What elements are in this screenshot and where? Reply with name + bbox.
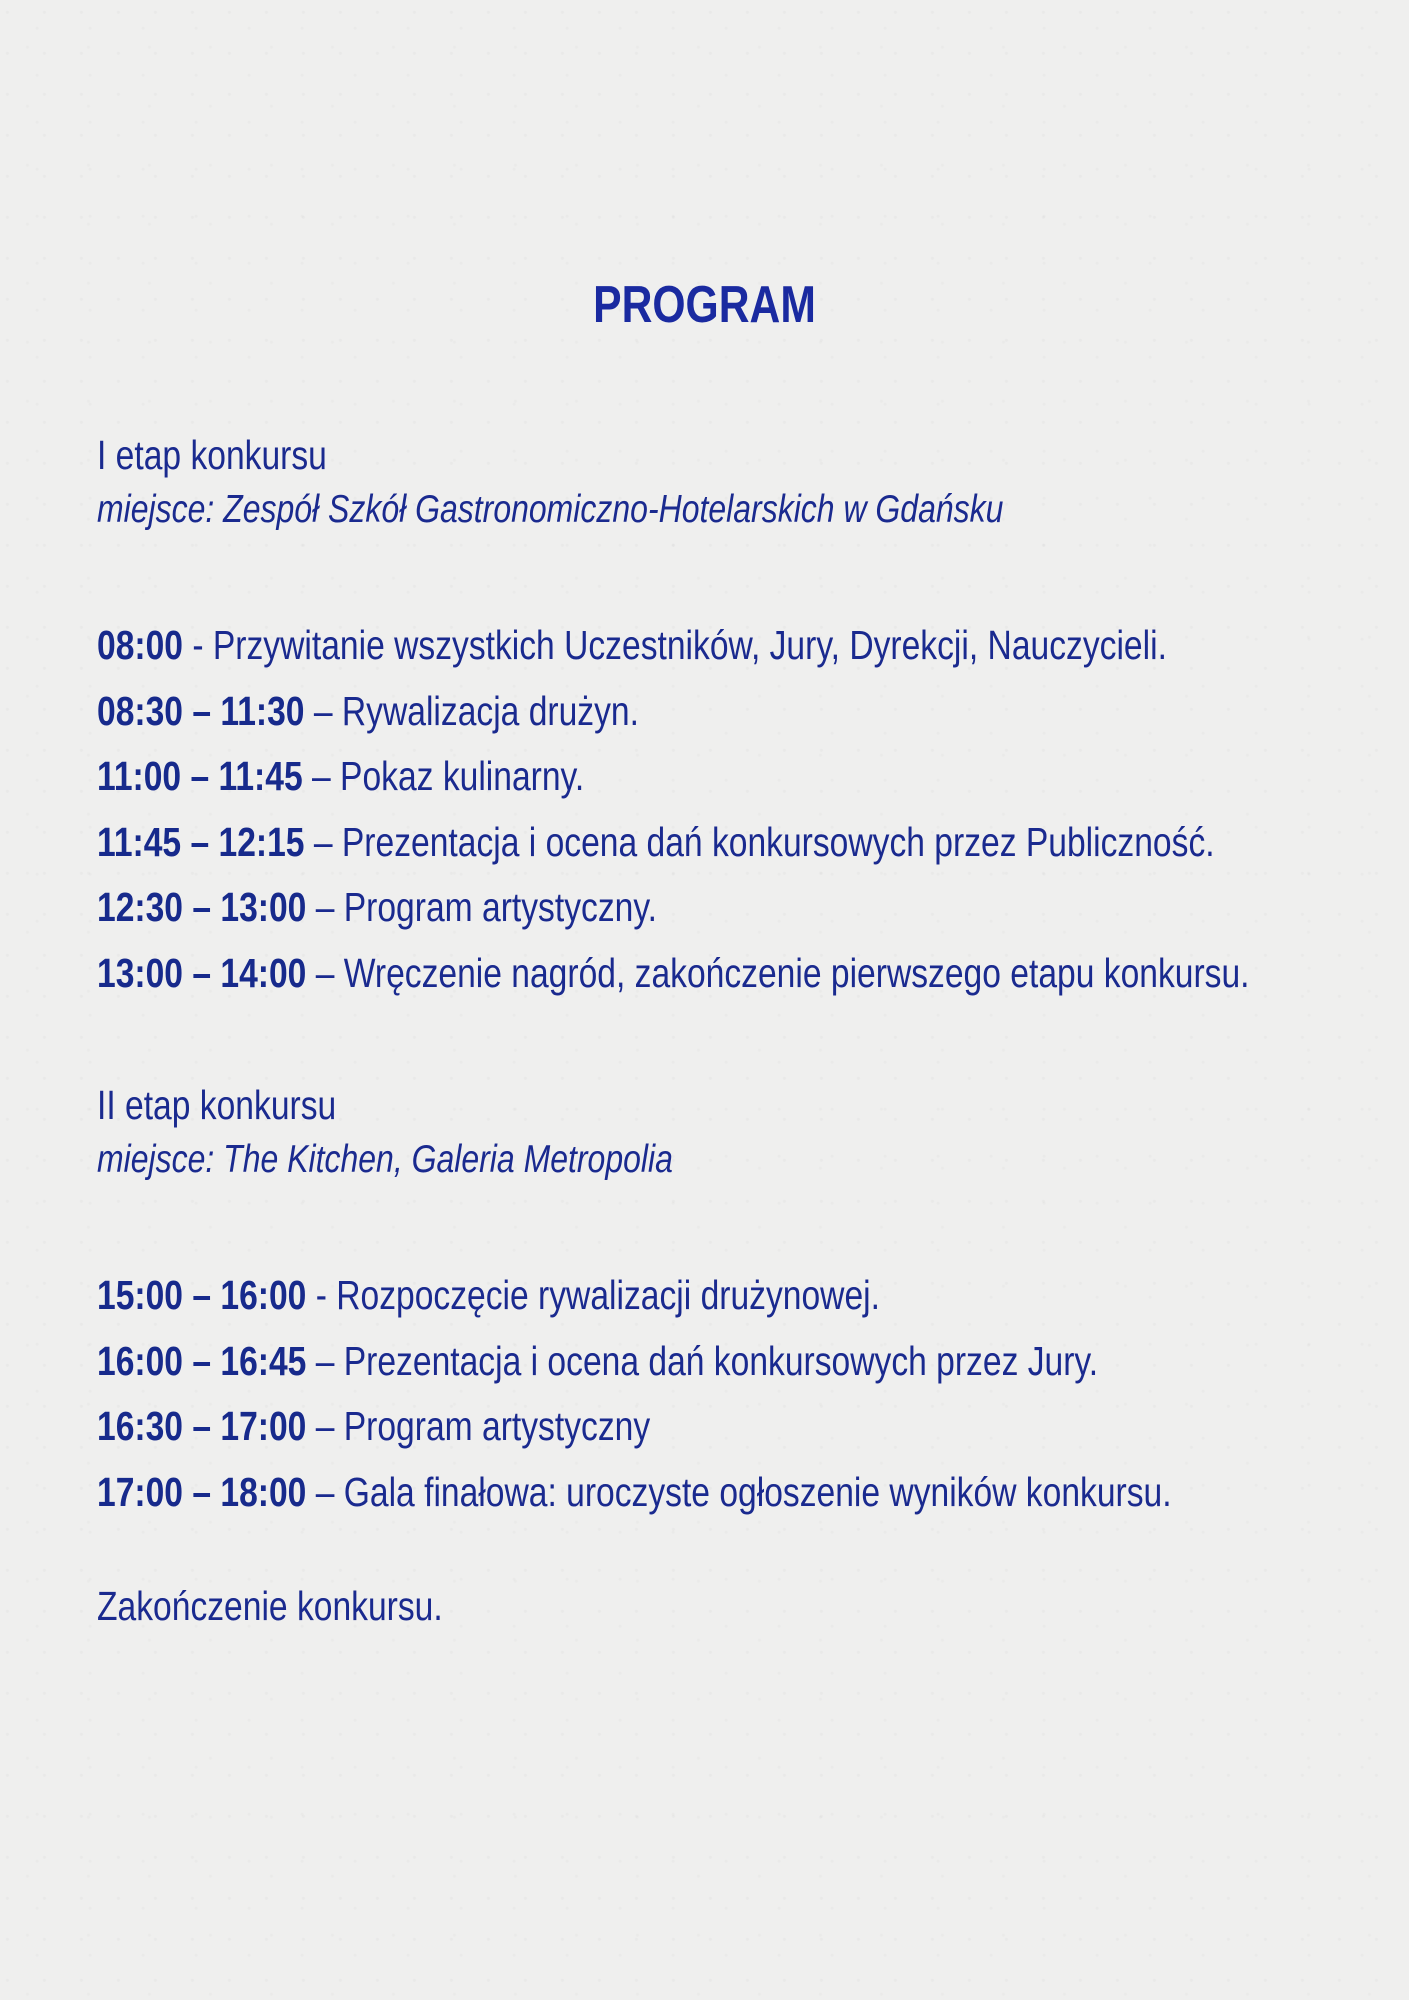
schedule-separator: – <box>302 753 341 799</box>
schedule-description: Program artystyczny. <box>343 884 657 930</box>
schedule-time: 08:30 – 11:30 <box>97 687 305 734</box>
stage-1-place-text: miejsce: Zespół Szkół Gastronomiczno-Hotelarskich w Gdańsku <box>97 488 1004 531</box>
schedule-description: Prezentacja i ocena dań konkursowych przez Jury. <box>343 1337 1099 1384</box>
schedule-description: Gala finałowa: uroczyste ogłoszenie wyników konkursu. <box>343 1468 1172 1515</box>
schedule-description: Rywalizacja drużyn. <box>341 687 639 734</box>
schedule-row <box>97 941 1357 1007</box>
schedule-separator: – <box>306 1403 344 1449</box>
spacer <box>97 538 1357 613</box>
stage-1-heading <box>97 428 1357 482</box>
schedule-separator: – <box>306 884 344 930</box>
schedule-time: 16:00 – 16:45 <box>97 1337 307 1384</box>
schedule-separator: - <box>306 1272 337 1318</box>
stage-1-place <box>97 482 1357 538</box>
closing-note-text: Zakończenie konkursu. <box>97 1583 443 1629</box>
stage-2-place <box>97 1132 1357 1188</box>
schedule-row <box>97 679 1357 745</box>
schedule-time: 11:00 – 11:45 <box>97 753 303 799</box>
page-title: PROGRAM <box>593 276 816 334</box>
schedule-row <box>97 1263 1357 1329</box>
schedule-description: Prezentacja i ocena dań konkursowych przez Publiczność. <box>341 818 1215 865</box>
stage-2-place-text: miejsce: The Kitchen, Galeria Metropolia <box>97 1138 673 1181</box>
stage-2-heading-text: II etap konkursu <box>97 1082 337 1128</box>
stage-2-heading <box>97 1078 1357 1132</box>
schedule-separator: - <box>182 622 213 668</box>
schedule-time: 15:00 – 16:00 <box>97 1272 307 1318</box>
schedule-time: 13:00 – 14:00 <box>97 949 307 996</box>
spacer <box>97 1525 1357 1579</box>
schedule-separator: – <box>306 1337 344 1384</box>
schedule-separator: – <box>304 687 342 734</box>
stage-1-heading-text: I etap konkursu <box>97 432 327 478</box>
spacer <box>97 1006 1357 1078</box>
schedule-description: Pokaz kulinarny. <box>340 753 585 799</box>
schedule-time: 17:00 – 18:00 <box>97 1468 307 1515</box>
schedule-description: Wręczenie nagród, zakończenie pierwszego etapu konkursu. <box>343 949 1250 996</box>
schedule-description: Rozpoczęcie rywalizacji drużynowej. <box>336 1272 880 1318</box>
schedule-row <box>97 613 1357 679</box>
schedule-time: 08:00 <box>97 622 183 668</box>
schedule-row <box>97 1329 1357 1395</box>
schedule-separator: – <box>304 818 342 865</box>
program-content <box>97 428 1357 1633</box>
schedule-row <box>97 875 1357 941</box>
schedule-time: 11:45 – 12:15 <box>97 818 305 865</box>
spacer <box>97 1188 1357 1263</box>
schedule-row <box>97 744 1357 810</box>
schedule-separator: – <box>306 1468 344 1515</box>
schedule-description: Program artystyczny <box>343 1403 651 1449</box>
schedule-row <box>97 1394 1357 1460</box>
closing-note <box>97 1579 1357 1633</box>
schedule-row <box>97 1460 1357 1526</box>
schedule-time: 12:30 – 13:00 <box>97 884 307 930</box>
schedule-separator: – <box>306 949 344 996</box>
schedule-row <box>97 810 1357 876</box>
schedule-description: Przywitanie wszystkich Uczestników, Jury, Dyrekcji, Nauczycieli. <box>212 622 1167 668</box>
schedule-time: 16:30 – 17:00 <box>97 1403 307 1449</box>
